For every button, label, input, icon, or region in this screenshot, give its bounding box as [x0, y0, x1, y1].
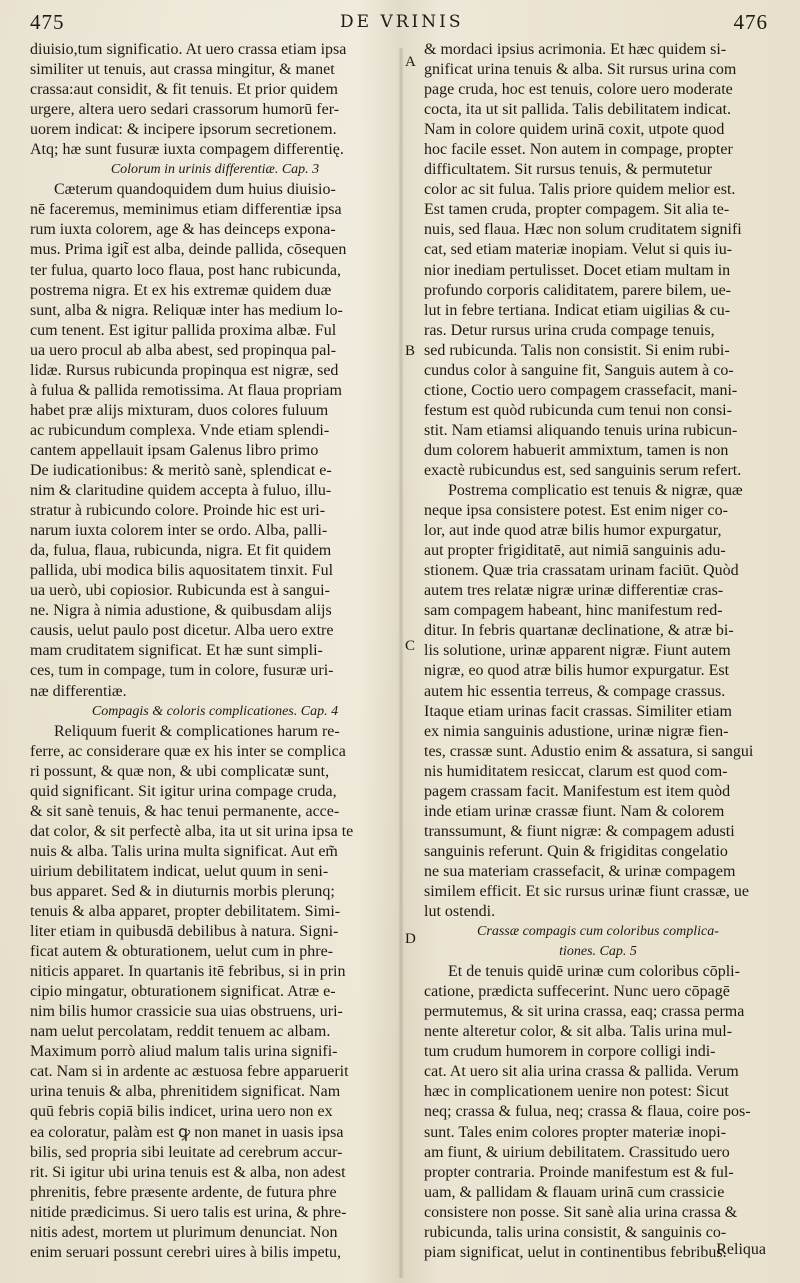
text-line: Atq; hæ sunt fusuræ iuxta compagem differentię.	[30, 141, 344, 159]
text-line: nior inediam pertulisset. Docet etiam multam in	[424, 261, 731, 279]
text-line: festum est quòd rubicunda cum tenui non consi-	[424, 401, 732, 419]
text-line: niticis apparet. In quartanis itē febribus, si in prin	[30, 963, 346, 981]
text-line: ctione, Coctio uero compagem crassefacit, mani-	[424, 381, 738, 399]
text-line: uorem indicat: & incipere ipsorum secretionem.	[30, 121, 337, 139]
text-line: aut propter frigiditatē, aut nimiā sanguinis adu-	[424, 542, 726, 560]
text-line: cat, sed etiam materiæ inopiam. Velut si quis iu-	[424, 241, 733, 259]
text-line: phrenitis, febre præsente ardente, de futura phre	[30, 1183, 337, 1201]
text-line: ditur. In febris quartanæ declinatione, & atræ bi-	[424, 622, 734, 640]
text-line: Est tamen cruda, propter compagem. Sit alia te-	[424, 201, 730, 219]
catchword: Reliqua	[716, 1241, 766, 1258]
text-line: sunt. Tales enim colores propter materiæ inopi-	[424, 1123, 727, 1141]
text-line: Postrema complicatio est tenuis & nigræ, quæ	[448, 482, 743, 500]
text-line: ter fulua, quarto loco flaua, post hanc rubicunda,	[30, 261, 341, 279]
text-line: ac rubicundum complexa. Vnde etiam splendi-	[30, 421, 330, 439]
text-line: cocta, ita ut sit pallida. Talis debilitatem indicat.	[424, 101, 731, 119]
text-line: ri possunt, & quæ non, & ubi complicatæ sunt,	[30, 762, 330, 780]
text-line: hæc in complicationem uenire non potest: Sicut	[424, 1083, 729, 1101]
text-line: tenuis & alba apparet, propter debilitatem. Simi-	[30, 903, 341, 921]
text-line: cantem appellauit ipsam Galenus libro primo	[30, 441, 319, 459]
page-number-right: 476	[733, 10, 768, 34]
text-line: ua uerò, ubi copiosior. Rubicunda est à sangui-	[30, 582, 330, 600]
text-line: Nam in colore quidem urinā coxit, utpote quod	[424, 121, 725, 139]
text-line: uirium debilitatem indicat, uelut quum in seni-	[30, 862, 329, 880]
text-line: lut ostendi.	[424, 903, 496, 921]
text-line: rum iuxta colorem, age & has deinceps expona-	[30, 221, 336, 239]
chapter-heading-line: Colorum in urinis differentiæ. Cap. 3	[110, 162, 320, 178]
text-line: diuisio,tum significatio. At uero crassa etiam ipsa	[30, 41, 347, 58]
text-line: ne. Nigra à nimia adustione, & quibusdam alijs	[30, 602, 332, 620]
text-line: difficultatem. Sit rursus tenuis, & permutetur	[424, 161, 713, 179]
text-line: ces, tum in compage, tum in colore, fusuræ uri-	[30, 662, 334, 680]
margin-letter-c: C	[405, 638, 416, 654]
text-line: profundo corporis caliditatem, parere bilem, ue-	[424, 281, 731, 299]
text-line: Itaque etiam urinas facit crassas. Similiter etiam	[424, 702, 732, 720]
margin-letter-d: D	[405, 931, 416, 947]
text-line: nim bilis humor crassicie sua uias obstruens, uri-	[30, 1003, 343, 1021]
text-line: propter contraria. Proinde manifestum est & ful-	[424, 1163, 734, 1181]
text-line: similem efficit. Et sic rursus urinæ fiunt crassæ, ue	[424, 882, 749, 900]
right-text-column	[424, 40, 772, 1263]
text-line: Reliquum fuerit & complicationes harum re-	[54, 722, 340, 740]
text-line: da, fulua, flaua, rubicunda, nigra. Et fit quidem	[30, 542, 332, 560]
text-line: cat. Nam si in ardente ac æstuosa febre apparuerit	[30, 1063, 349, 1081]
text-line: color ac sit fulua. Talis priore quidem melior est.	[424, 181, 736, 199]
text-line: liter etiam in quibusdā debilibus à natura. Signi-	[30, 923, 339, 941]
text-line: am fiunt, & uirium debilitatem. Crassitudo uero	[424, 1143, 730, 1161]
text-line: autem hic essentia terreus, & compage crassus.	[424, 682, 726, 700]
text-line: dat color, & sit perfectè alba, ita ut sit urina ipsa te	[30, 822, 354, 840]
text-line: page cruda, hoc est tenuis, colore uero moderate	[424, 81, 733, 99]
text-line: Maximum porrò aliud malum talis urina signifi-	[30, 1043, 338, 1061]
text-line: uam, & pallidam & flauam urinā cum crassicie	[424, 1183, 725, 1201]
text-line: urina tenuis & alba, phrenitidem significat. Nam	[30, 1083, 341, 1101]
text-line: nente alteretur color, & sit alba. Talis urina mul-	[424, 1023, 733, 1041]
text-line: rit. Si igitur ubi urina tenuis est & alba, non adest	[30, 1163, 346, 1181]
text-line: nuis & alba. Talis urina multa significat. Aut em̃	[30, 842, 338, 860]
text-line: ua uero procul ab alba abest, sed propinqua pal-	[30, 341, 337, 359]
text-line: hoc facile esset. Non autem in compage, propter	[424, 141, 733, 159]
text-line: habet præ alijs mixturam, duos colores fuluum	[30, 401, 329, 419]
text-line: bus apparet. Sed & in diuturnis morbis plerunq;	[30, 882, 335, 900]
text-line: tum crudum humorem in corpore colligi indi-	[424, 1043, 716, 1061]
text-line: narum iuxta colorem inter se ordo. Alba, palli-	[30, 522, 328, 540]
text-line: mam cruditatem significat. Et hæ sunt simpli-	[30, 642, 323, 660]
text-line: De iudicationibus: & meritò sanè, splendicat e-	[30, 461, 332, 479]
text-line: nuis, sed flaua. Hæc non solum cruditatem signifi	[424, 221, 742, 239]
text-line: ficat autem & obturationem, uelut cum in phre-	[30, 943, 334, 961]
chapter-heading-line: tiones. Cap. 5	[559, 944, 637, 960]
left-text-column	[30, 40, 400, 1263]
text-line: ex nimia sanguinis adustione, urinæ nigræ fien-	[424, 722, 729, 740]
text-line: causis, uelut paulo post dicetur. Alba uero extre	[30, 622, 334, 640]
text-line: pagem crassam facit. Manifestum est item quòd	[424, 782, 731, 800]
text-line: neq; crassa & fulua, neq; crassa & flaua, coire pos-	[424, 1103, 751, 1121]
text-line: piam significat, uelut in continentibus febribus.	[424, 1243, 727, 1261]
text-line: lidæ. Rursus rubicunda propinqua est nigræ, sed	[30, 361, 339, 379]
text-line: cipio mingatur, obturationem significat. Atræ e-	[30, 983, 336, 1001]
text-line: quū febris copiā bilis indicet, urina uero non ex	[30, 1103, 333, 1121]
page-number-left: 475	[30, 10, 65, 34]
text-line: nitis adest, mortem ut plurimum denunciat. Non	[30, 1223, 338, 1241]
text-line: lor, aut inde quod atræ bilis humor expurgatur,	[424, 522, 722, 540]
text-line: bilis, sed propria sibi leuitate ad cerebrum accur-	[30, 1143, 343, 1161]
text-line: lis solutione, urinæ apparent nigræ. Fiunt autem	[424, 642, 731, 660]
text-line: transsumunt, & fiunt nigræ: & compagem adusti	[424, 822, 735, 840]
text-line: sam compagem habeant, hinc manifestum red-	[424, 602, 723, 620]
text-line: & sit sanè tenuis, & hac tenui permanente, acce-	[30, 802, 340, 820]
text-line: à fulua & pallida remotissima. At flaua propriam	[30, 381, 342, 399]
text-line: sanguinis referunt. Quin & frigiditas congelatio	[424, 842, 728, 860]
text-line: næ differentiæ.	[30, 682, 127, 700]
text-line: ea coloratur, palàm est ꝙ non manet in uasis ipsa	[30, 1123, 344, 1141]
text-line: cundus color à sanguine fit, Sanguis autem à co-	[424, 361, 734, 379]
chapter-heading-line: Crassæ compagis cum coloribus complica-	[477, 924, 719, 940]
text-line: nim & claritudine quidem accepta à fuluo, illu-	[30, 482, 332, 500]
text-line: nē faceremus, meminimus etiam differentiæ ipsa	[30, 201, 342, 219]
text-line: lut in febre tertiana. Indicat etiam uigilias & cu-	[424, 301, 731, 319]
text-line: gnificat urina tenuis & alba. Sit rursus urina com	[424, 61, 737, 79]
text-line: nigræ, eo quod atræ bilis humor expurgatur. Est	[424, 662, 730, 680]
text-line: postrema nigra. Et ex his extremæ quidem duæ	[30, 281, 332, 299]
text-line: & mordaci ipsius acrimonia. Et hæc quidem si-	[424, 41, 727, 58]
text-line: nam uelut percolatam, reddit tenuem ac albam.	[30, 1023, 331, 1041]
text-line: sunt, alba & nigra. Reliquæ inter has medium lo-	[30, 301, 343, 319]
text-line: mus. Prima igit̃ est alba, deinde pallida, cōsequen	[30, 241, 347, 259]
text-line: crassa:aut considit, & fit tenuis. Et prior quidem	[30, 81, 338, 99]
text-line: stratur à rubicundo colore. Proinde hic est uri-	[30, 502, 326, 520]
text-line: cum tenent. Est igitur pallida proxima albæ. Ful	[30, 321, 337, 339]
text-line: pallida, ubi modica bilis aquositatem tinxit. Ful	[30, 562, 334, 580]
text-line: exactè rubicundus est, sed sanguinis serum refert.	[424, 461, 742, 479]
text-line: inde etiam urinæ crassæ fiunt. Nam & colorem	[424, 802, 725, 820]
text-line: Cæterum quandoquidem dum huius diuisio-	[54, 181, 336, 199]
text-line: permutemus, & sit urina crassa, eaq; crassa perma	[424, 1003, 745, 1021]
margin-letter-b: B	[405, 343, 416, 359]
text-line: ras. Detur rursus urina cruda compage tenuis,	[424, 321, 715, 339]
text-line: nitide prædicimus. Si uero talis est urina, & phre-	[30, 1203, 347, 1221]
text-line: ferre, ac considerare quæ ex his inter se complica	[30, 742, 346, 760]
text-line: enim seruari possunt cerebri uires à bilis impetu,	[30, 1243, 342, 1261]
text-line: stit. Nam etiamsi aliquando tenuis urina rubicun-	[424, 421, 738, 439]
text-line: urgere, altera uero sedari crassorum humorū fer-	[30, 101, 340, 119]
text-line: quid significant. Sit igitur urina compage cruda,	[30, 782, 337, 800]
text-line: similiter ut tenuis, aut crassa mingitur, & manet	[30, 61, 335, 79]
text-line: neque ipsa consistere potest. Est enim niger co-	[424, 502, 728, 520]
running-title: DE VRINIS	[340, 12, 464, 32]
page-header	[0, 4, 800, 38]
text-line: ne sua materiam crassefacit, & urinæ compagem	[424, 862, 736, 880]
text-line: dum colorem habuerit ammixtum, tamen is non	[424, 441, 729, 459]
text-line: catione, prædicta suffecerint. Nunc uero cōpagē	[424, 983, 730, 1001]
text-line: Et de tenuis quidē urinæ cum coloribus cōpli-	[448, 963, 740, 981]
text-line: sed rubicunda. Talis non consistit. Si enim rubi-	[424, 341, 730, 359]
text-line: cat. At uero sit alia urina crassa & pallida. Verum	[424, 1063, 739, 1081]
chapter-heading-line: Compagis & coloris complicationes. Cap. 4	[91, 703, 339, 719]
text-line: tes, crassæ sunt. Adustio enim & assatura, si sangui	[424, 742, 754, 760]
text-line: autem tres relatæ nigræ urinæ differentiæ cras-	[424, 582, 724, 600]
margin-letter-a: A	[405, 54, 416, 70]
text-line: nis humiditatem resiccat, clarum est quod com-	[424, 762, 728, 780]
text-line: consistere non posse. Sit sanè alia urina crassa &	[424, 1203, 738, 1221]
text-line: stionem. Quæ tria crassatam urinam faciūt. Quòd	[424, 562, 739, 580]
text-line: rubicunda, talis urina consistit, & sanguinis co-	[424, 1223, 727, 1241]
